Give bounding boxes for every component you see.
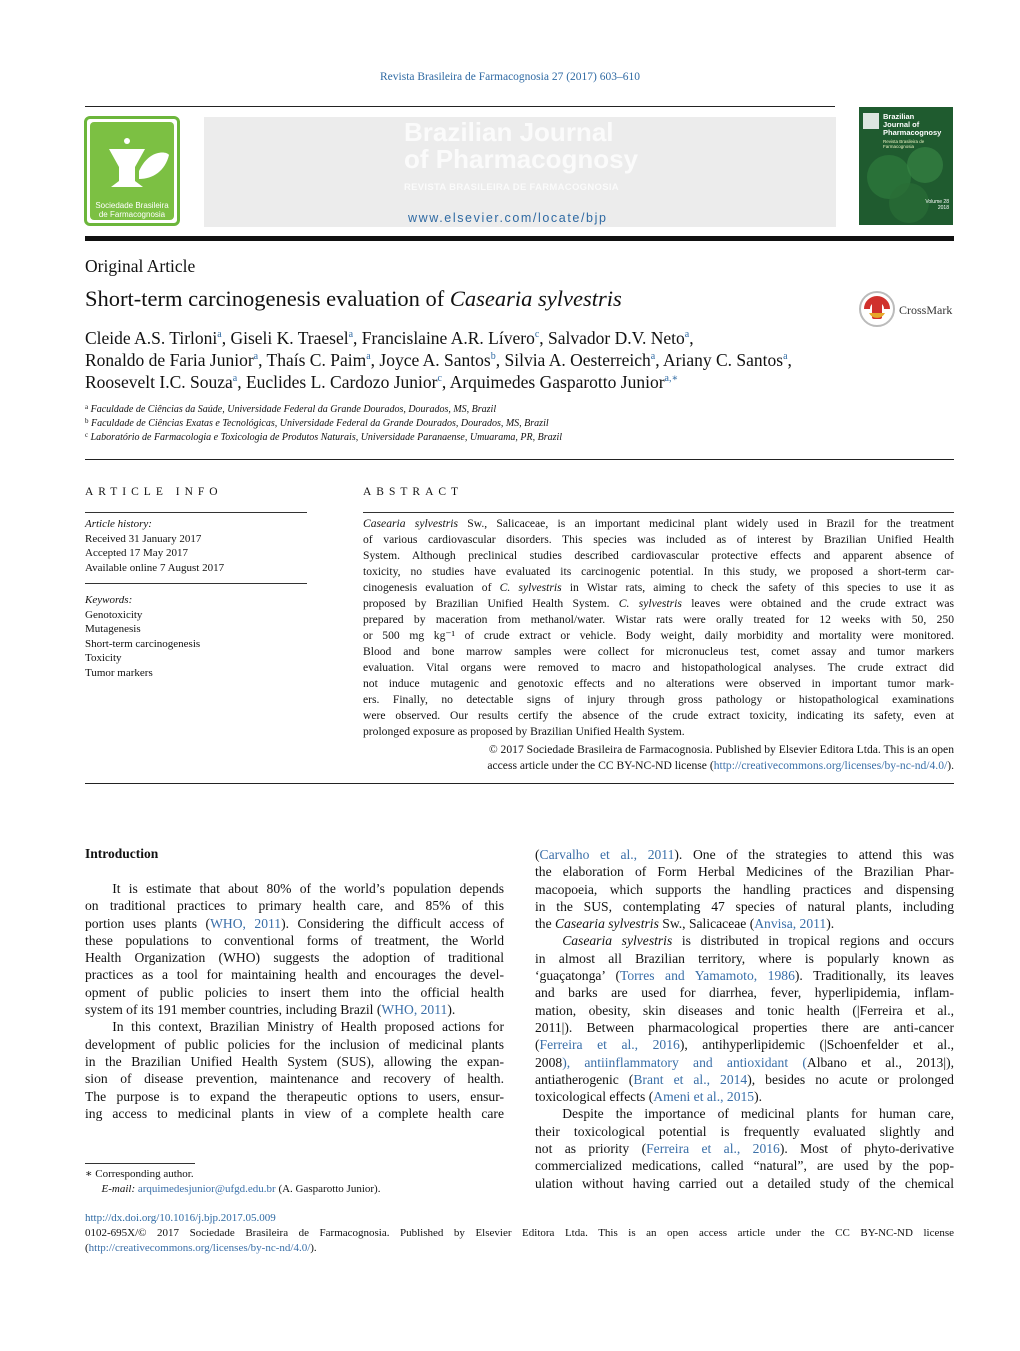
keyword: Tumor markers [85, 666, 153, 679]
journal-citation[interactable]: Revista Brasileira de Farmacognosia 27 (2017) 603–610 [380, 71, 640, 83]
abstract-line: not induce mutagenic and genotoxic effects and no alterations were observed in important tumor mark- [363, 677, 954, 690]
citation-link[interactable]: Carvalho et al., 2011 [539, 847, 675, 862]
author-name: Arquimedes Gasparotto Junior [449, 372, 665, 392]
cover-title: Brazilian Journal of Pharmacognosy [883, 112, 942, 137]
article-info-heading: ARTICLE INFO [85, 486, 223, 498]
text-line: these populations to conventional forms of treatment, the World [85, 932, 504, 948]
text-line: ulation without having carried out a detailed study of the chemical [535, 1175, 954, 1191]
keyword: Toxicity [85, 652, 122, 664]
abstract-line: prepared by maceration from methanol/water. Wistar rats were orally treated for 12 weeks with 50, 250 [363, 613, 954, 626]
corresponding-author-footnote: ∗ Corresponding author. E-mail: arquimedesjunior@ufgd.edu.br (A. Gasparotto Junior). [85, 1168, 381, 1195]
citation-link[interactable]: Brant et al., 2014 [633, 1071, 748, 1087]
abstract-copyright: © 2017 Sociedade Brasileira de Farmacognosia. Published by Elsevier Editora Ltda. This is an open [488, 743, 954, 756]
footer-license-link[interactable]: http://creativecommons.org/licenses/by-nc-nd/4.0/ [88, 1241, 311, 1254]
author-name: Ronaldo de Faria Junior [85, 350, 254, 370]
article-history [85, 517, 224, 575]
text-line: their toxicological potential is frequently evaluated slightly and [535, 1123, 954, 1139]
text-line: the Casearia sylvestris Sw., Salicaceae (Anvisa, 2011). [535, 916, 835, 932]
keywords-list [85, 593, 200, 680]
species-name: Casearia sylvestris [562, 933, 673, 949]
license-link[interactable]: http://creativecommons.org/licenses/by-nc-nd/4.0/ [713, 759, 948, 772]
text-line: commercialized medications, called “natural”, are used by the pop- [535, 1158, 954, 1174]
keyword: Genotoxicity [85, 608, 143, 621]
society-logo [84, 116, 180, 226]
text-line: mation, obesity, skin diseases and tonic health (|Ferreira et al., [535, 1002, 954, 1018]
text-line: development of public policies for the inclusion of medicinal plants [85, 1036, 504, 1052]
abstract-line: or 500 mg kg⁻¹ of crude extract or vehicle. Body weight, daily morbidity and mortality were monitored. [363, 629, 954, 642]
text-line: sion of disease prevention, maintenance and recovery of health. [85, 1071, 504, 1087]
journal-cover-thumbnail[interactable] [859, 107, 953, 225]
banner-title: Brazilian Journal of Pharmacognosy [404, 117, 639, 174]
text-line: on traditional practices to primary health care, and 85% of this [85, 898, 504, 914]
text-line: In this context, Brazilian Ministry of Health proposed actions for [85, 1019, 504, 1035]
text-line: 2008), antiinflammatory and antioxidant (Albano et al., 2013|), [535, 1054, 954, 1070]
citation-link[interactable]: WHO, 2011 [210, 915, 282, 931]
author-affiliation-marker[interactable]: a [650, 351, 656, 362]
abstract-line: proposed by Brazilian Unified Health System. C. sylvestris leaves were obtained and the crude extract was [363, 597, 954, 610]
text-line: Casearia sylvestris is distributed in tropical regions and occurs [562, 933, 954, 949]
abstract-bottom-divider [85, 783, 954, 784]
text-line: (Carvalho et al., 2011). One of the strategies to attend this was [535, 847, 954, 862]
history-label: Article history: [85, 518, 152, 530]
citation-link[interactable]: ), antiinflammatory and antioxidant ( [562, 1054, 807, 1070]
author-name: Ariany C. Santos [663, 350, 784, 370]
authors-line-3: Roosevelt I.C. Souza$^a$, Euclides L. Cardozo Junior$^c$, Arquimedes Gasparotto Junior$^{a,∗}$ [85, 372, 679, 392]
author-affiliation-marker[interactable]: a [253, 351, 259, 362]
header-thick-divider [85, 236, 954, 241]
author-name: Euclides L. Cardozo Junior [245, 372, 438, 392]
abstract-line: prolonged exposure as proposed by Brazilian Unified Health System. [363, 725, 685, 738]
header-divider [85, 106, 835, 107]
online-date: Available online 7 August 2017 [85, 561, 225, 574]
citation-link[interactable]: Ameni et al., 2015 [653, 1089, 755, 1105]
text-line: Health Organization (WHO) suggests the adoption of traditional [85, 950, 504, 966]
abstract-line: Casearia sylvestris Sw., Salicaceae, is an important medicinal plant widely used in Brazil for the treatment [363, 517, 955, 530]
text-line: 2011|). Between pharmacological properties there are anti-cancer [535, 1019, 954, 1035]
text-line: the elaboration of Form Herbal Medicines of the Brazilian Phar- [535, 864, 954, 880]
affiliation-b: $^b$ Faculdade de Ciências Exatas e Tecnológicas, Universidade Federal da Grande Dourados, Dourados, MS, Brazil [85, 417, 549, 429]
abstract-heading: ABSTRACT [363, 486, 464, 498]
text-line: opment of public policies to insert them into the official health [85, 984, 504, 1000]
abstract-line: cinogenesis evaluation of C. sylvestris in Wistar rats, aiming to check the safety of this species to use it as [363, 581, 955, 594]
received-date: Received 31 January 2017 [85, 532, 202, 545]
citation-link[interactable]: WHO, 2011 [381, 1002, 448, 1018]
author-name: Cleide A.S. Tirloni [85, 328, 218, 348]
text-line: ‘guaçatonga’ (Torres and Yamamoto, 1986). Traditionally, its leaves [535, 968, 954, 984]
banner-subtitle: REVISTA BRASILEIRA DE FARMACOGNOSIA [404, 182, 619, 193]
keywords-divider [85, 583, 307, 584]
authors-line-1: Cleide A.S. Tirloni$^a$, Giseli K. Traesel$^a$, Francislaine A.R. Lívero$^c$, Salvador D.V. Neto$^a$, [85, 328, 694, 348]
author-affiliation-marker[interactable]: a [217, 329, 222, 340]
citation-link[interactable]: Ferreira et al., 2016 [646, 1141, 780, 1157]
cover-volume: Volume 28 2018 [925, 199, 949, 211]
text-line: in the Brazilian Unified Health System (SUS), allowing the expan- [85, 1053, 504, 1069]
author-affiliation-marker[interactable]: c [437, 373, 442, 384]
text-line: not as priority (Ferreira et al., 2016). Most of phyto-derivative [535, 1141, 954, 1157]
title-divider [85, 459, 954, 460]
text-line: portion uses plants (WHO, 2011). Considering the difficult access of [85, 915, 504, 931]
keyword: Mutagenesis [85, 623, 141, 635]
issn-license-line: 0102-695X/© 2017 Sociedade Brasileira de Farmacognosia. Published by Elsevier Editora Ltda. This is an open access article under the CC BY-NC-ND license (http://creativecommons.org/licenses/by-nc-nd/4.0/). [85, 1227, 954, 1254]
text-line: antiatherogenic (Brant et al., 2014), besides no acute or prolonged [535, 1071, 954, 1087]
journal-url-link[interactable]: www.elsevier.com/locate/bjp [408, 211, 608, 225]
author-name: Roosevelt I.C. Souza [85, 372, 233, 392]
citation-link[interactable]: Anvisa, 2011 [754, 916, 827, 932]
citation-link[interactable]: Torres and Yamamoto, 1986 [620, 968, 795, 984]
abstract-line: of various cardiovascular disorders. This species was included as of interest by Brazilian Unified Health [363, 533, 954, 546]
species-name: Casearia sylvestris [555, 916, 659, 932]
article-type: Original Article [85, 256, 196, 276]
keyword: Short-term carcinogenesis [85, 637, 201, 650]
author-affiliation-marker[interactable]: a [348, 329, 354, 340]
text-line: in almost all Brazilian territory, where is popularly known as [535, 950, 954, 966]
abstract-line: were observed. Our results certify the absence of the crude extract toxicity, indicating its safety, even at [363, 709, 954, 722]
text-line: Despite the importance of medicinal plants for human care, [535, 1106, 954, 1122]
text-line: system of its 191 member countries, including Brazil (WHO, 2011). [85, 1002, 456, 1018]
author-name: Francislaine A.R. Lívero [361, 328, 535, 348]
accepted-date: Accepted 17 May 2017 [85, 547, 188, 559]
text-line: ing access to medicinal plants in view of a complete health care [85, 1105, 504, 1121]
abstract-body [363, 516, 954, 740]
text-line: (Ferreira et al., 2016), antihyperlipidemic (|Schoenfelder et al., [535, 1037, 954, 1053]
keywords-label: Keywords: [85, 594, 133, 606]
author-affiliation-marker[interactable]: a [783, 351, 788, 362]
introduction-left-column [85, 880, 504, 1122]
footnote-divider [85, 1163, 195, 1164]
abstract-divider [363, 512, 954, 513]
author-name: Salvador D.V. Neto [548, 328, 685, 348]
text-line: toxicological effects (Ameni et al., 2015). [535, 1089, 763, 1105]
crossmark-button[interactable] [859, 291, 959, 327]
crossmark-label: CrossMark [899, 303, 953, 317]
introduction-right-column [535, 846, 954, 1192]
abstract-line: evaluation. Vital organs were removed to macro and histopathological analyses. The crude extract did [363, 661, 954, 674]
authors-line-2: Ronaldo de Faria Junior$^a$, Thaís C. Paim$^a$, Joyce A. Santos$^b$, Silvia A. Oesterreich$^a$, Ariany C. Santos$^a$, [85, 350, 792, 370]
abstract-line: ers. Finally, no detectable signs of injury through gross pathology or histopathological examinations [363, 693, 954, 706]
abstract-line: System. Although preclinical studies described cardiovascular protective effects and apparent absence of [363, 549, 954, 562]
author-name: Joyce A. Santos [379, 350, 491, 370]
citation-link[interactable]: Ferreira et al., 2016 [539, 1037, 680, 1053]
author-affiliation-marker[interactable]: a [366, 351, 371, 362]
author-affiliation-marker[interactable]: c [534, 329, 540, 340]
abstract-line: toxicity, no studies have evaluated its carcinogenic potential. In this study, we proposed a short-term car- [363, 565, 954, 578]
author-name: Silvia A. Oesterreich [504, 350, 651, 370]
introduction-heading: Introduction [85, 846, 159, 861]
affiliation-c: $^c$ Laboratório de Farmacologia e Toxicologia de Produtos Naturais, Universidade Paranaense, Umuarama, PR, Brazil [85, 431, 563, 443]
affiliation-a: $^a$ Faculdade de Ciências da Saúde, Universidade Federal da Grande Dourados, Dourados, MS, Brazil [85, 403, 497, 415]
article-info-divider [85, 512, 307, 513]
author-affiliation-marker[interactable]: a [684, 329, 690, 340]
author-affiliation-marker[interactable]: a,∗ [664, 373, 679, 384]
text-line: The purpose is to expand the therapeutic options to users, ensur- [85, 1088, 504, 1104]
author-name: Giseli K. Traesel [230, 328, 349, 348]
email-link[interactable]: arquimedesjunior@ufgd.edu.br [137, 1182, 276, 1195]
article-title: Short-term carcinogenesis evaluation of Casearia sylvestris [85, 286, 622, 311]
crossmark-icon [859, 291, 895, 327]
text-line: macopoeia, which supports the handling practices and dispensing [535, 881, 954, 897]
author-affiliation-marker[interactable]: b [490, 351, 496, 362]
text-line: It is estimate that about 80% of the world’s population depends [85, 881, 504, 896]
abstract-license: access article under the CC BY-NC-ND license (http://creativecommons.org/licenses/by-nc-nd/4.0/). [487, 759, 954, 772]
text-line: in the SUS, contemplating 47 species of natural plants, including [535, 898, 954, 914]
society-logo-text: Sociedade Brasileira de Farmacognosia [95, 201, 169, 219]
text-line: and barks are used for diarrhea, fever, hyperlipidemia, inflam- [535, 985, 954, 1001]
text-line: practices as a tool for maintaining health and encourages the devel- [85, 967, 504, 983]
abstract-line: Blood and bone marrow samples were collect for micronucleus test, comet assay and tumor markers [363, 645, 954, 658]
author-affiliation-marker[interactable]: a [232, 373, 238, 384]
doi-link[interactable]: http://dx.doi.org/10.1016/j.bjp.2017.05.009 [85, 1212, 276, 1224]
author-name: Thaís C. Paim [266, 350, 367, 370]
cover-subtitle: Revista Brasileira de Farmacognosia [883, 139, 925, 149]
